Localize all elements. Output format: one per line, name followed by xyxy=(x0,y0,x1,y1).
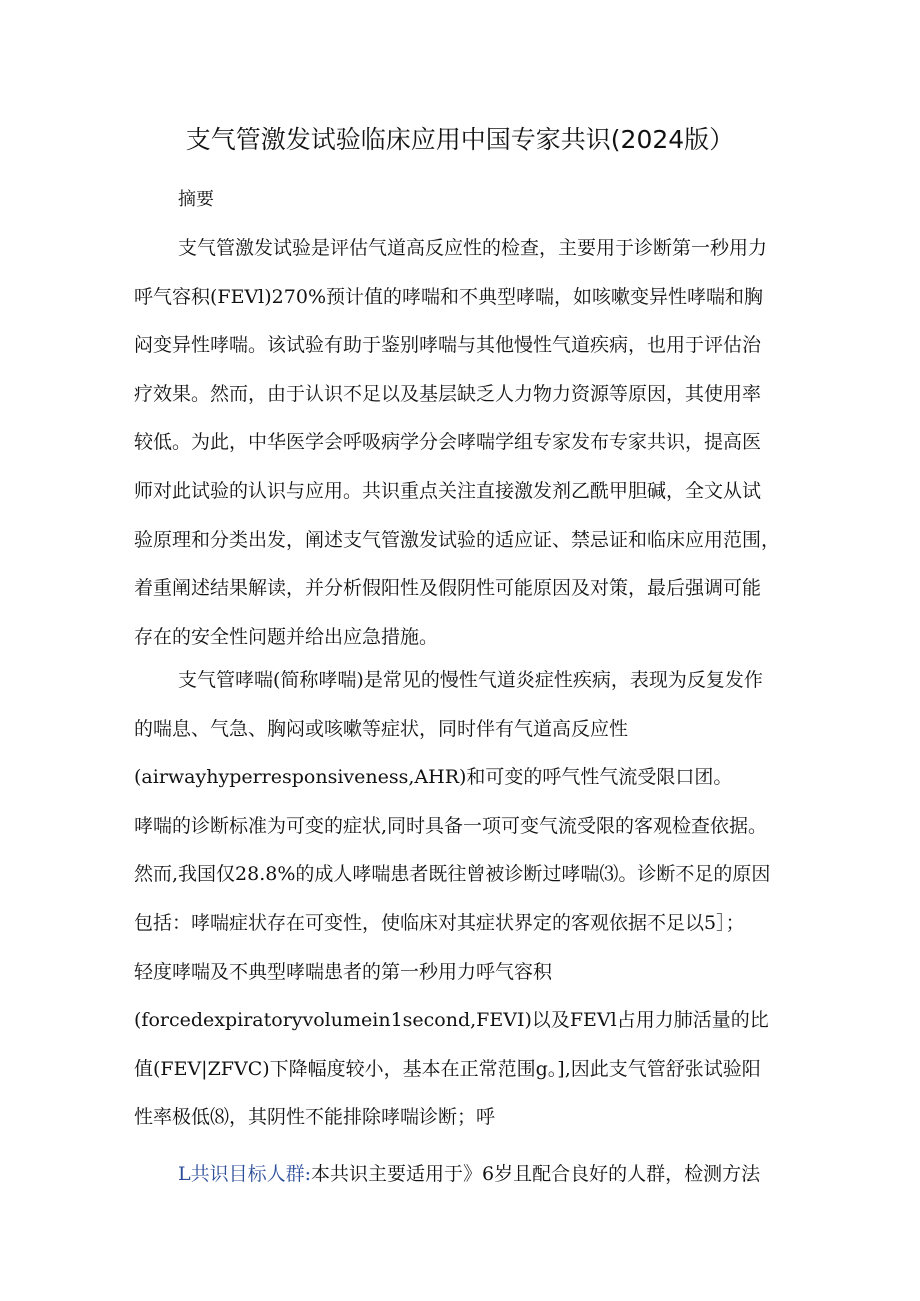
section-heading: L共识目标人群: xyxy=(178,1163,312,1185)
text-line: 哮喘的诊断标准为可变的症状,同时具备一项可变气流受限的客观检查依据。 xyxy=(134,814,768,837)
document-title: 支气管激发试验临床应用中国专家共识(2024版） xyxy=(185,125,735,154)
text-line: (airwayhyperresponsiveness,AHR)和可变的呼气性气流受限口团。 xyxy=(134,766,733,789)
text-line: 值(FEV|ZFVC)下降幅度较小，基本在正常范围g。],因此支气管舒张试验阳 xyxy=(134,1057,761,1080)
text-line: 呼气容积(FEVl)270%预计值的哮喘和不典型哮喘，如咳嗽变异性哮喘和胸 xyxy=(134,285,763,308)
text-line: 然而,我国仅28.8%的成人哮喘患者既往曾被诊断过哮喘⑶。诊断不足的原因 xyxy=(134,863,771,886)
text-line: 存在的安全性问题并给出应急措施。 xyxy=(134,625,439,648)
text-line: 轻度哮喘及不典型哮喘患者的第一秒用力呼气容积 xyxy=(134,960,553,983)
text-line: 较低。为此，中华医学会呼吸病学分会哮喘学组专家发布专家共识，提高医 xyxy=(134,431,762,454)
abstract-paragraph xyxy=(134,224,796,661)
text-line xyxy=(134,1150,796,1199)
text-line: 着重阐述结果解读，并分析假阳性及假阴性可能原因及对策，最后强调可能 xyxy=(134,577,762,600)
text-line: 包括：哮喘症状存在可变性，使临床对其症状界定的客观依据不足以5］； xyxy=(134,911,745,934)
text-line: 支气管激发试验是评估气道高反应性的检查，主要用于诊断第一秒用力 xyxy=(178,237,768,259)
text-line: 支气管哮喘(简称哮喘)是常见的慢性气道炎症性疾病，表现为反复发作 xyxy=(178,669,763,691)
section-text: 本共识主要适用于》6岁且配合良好的人群，检测方法 xyxy=(311,1163,761,1185)
text-line: 疗效果。然而，由于认识不足以及基层缺乏人力物力资源等原因，其使用率 xyxy=(134,382,762,405)
intro-paragraph xyxy=(134,656,796,1142)
text-line: 师对此试验的认识与应用。共识重点关注直接激发剂乙酰甲胆碱，全文从试 xyxy=(134,479,762,502)
text-line: (forcedexpiratoryvolumein1second,FEVI)以及FEVl占用力肺活量的比 xyxy=(134,1009,769,1032)
abstract-label: 摘要 xyxy=(178,189,214,210)
text-line: 验原理和分类出发，阐述支气管激发试验的适应证、禁忌证和临床应用范围， xyxy=(134,528,781,551)
text-line: 闷变异性哮喘。该试验有助于鉴别哮喘与其他慢性气道疾病，也用于评估治 xyxy=(134,334,762,357)
target-population-paragraph xyxy=(134,1150,796,1199)
text-line: 性率极低⑻，其阴性不能排除哮喘诊断；呼 xyxy=(134,1106,496,1129)
text-line: 的喘息、气急、胸闷或咳嗽等症状，同时伴有气道高反应性 xyxy=(134,717,629,740)
